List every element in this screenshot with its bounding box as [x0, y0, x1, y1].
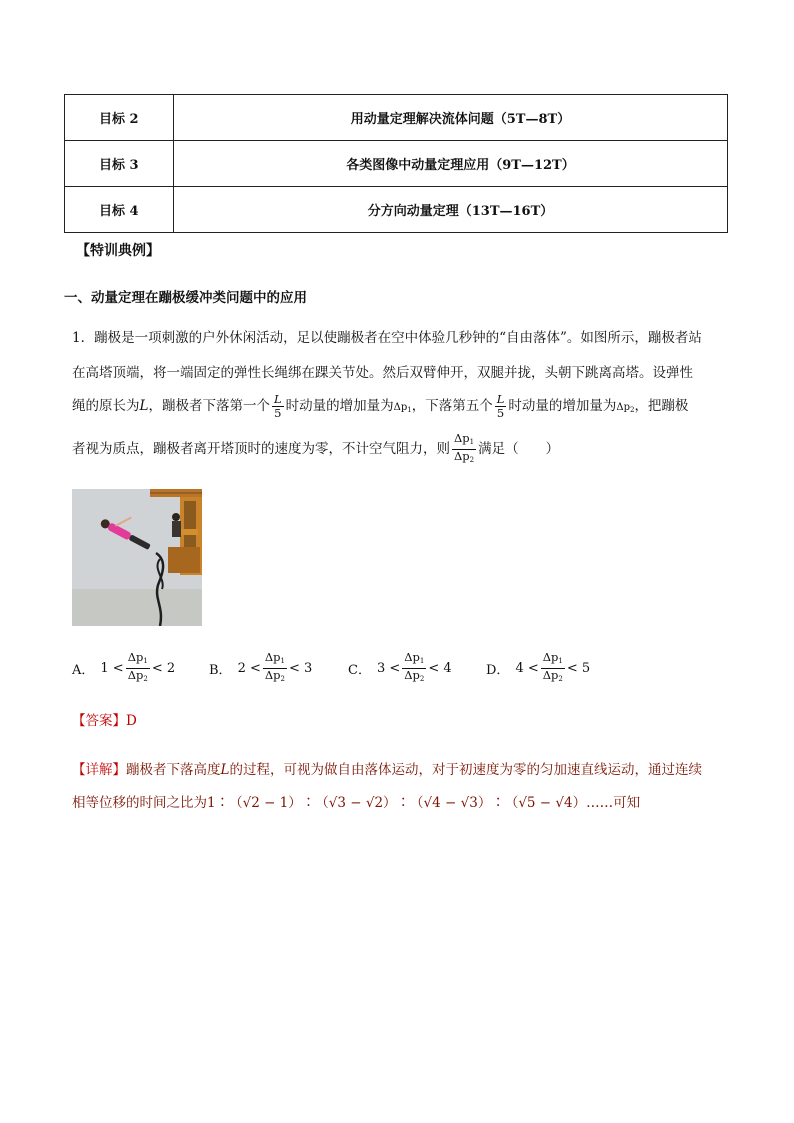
- goal-row: [65, 187, 728, 233]
- detail-text: 相等位移的时间之比为: [72, 795, 207, 811]
- text: 时动量的增加量为: [285, 398, 394, 414]
- text: 满足（ ）: [478, 441, 560, 457]
- option-high: < 5: [566, 660, 591, 676]
- fraction-L-over-5: [495, 393, 507, 420]
- detail-explanation: [72, 754, 732, 820]
- goal-row: [65, 141, 728, 187]
- fraction-numerator: $\Delta p_1$: [263, 651, 287, 669]
- fraction-numerator: L: [496, 392, 505, 406]
- detail-tag: 【详解】: [72, 762, 126, 778]
- fraction-denominator: $\Delta p_2$: [542, 667, 563, 683]
- delta-p2: $\Delta p_2$: [616, 402, 635, 414]
- delta-p-symbol: Δp: [264, 649, 281, 664]
- text: 者视为质点，蹦极者离开塔顶时的速度为零，不计空气阻力，则: [72, 441, 450, 457]
- fraction-numerator: $\Delta p_1$: [541, 651, 565, 669]
- answer-tag: 【答案】: [72, 713, 126, 729]
- delta-p-symbol: Δp: [454, 449, 470, 463]
- var-L: L: [139, 398, 149, 414]
- delta-p-symbol: Δp: [393, 402, 408, 413]
- delta-p-symbol: Δp: [616, 402, 630, 413]
- fraction-dp1-over-dp2: [402, 651, 426, 686]
- option-c[interactable]: [348, 648, 452, 688]
- fraction-numerator: $\Delta p_1$: [452, 432, 476, 450]
- delta-p-symbol: Δp: [127, 649, 144, 664]
- fraction-denominator: $\Delta p_2$: [404, 667, 425, 683]
- fraction-dp1-over-dp2: [452, 432, 476, 467]
- option-high: < 2: [151, 660, 176, 676]
- delta-p-symbol: Δp: [542, 667, 559, 682]
- option-b[interactable]: [209, 648, 312, 688]
- fraction-denominator: 5: [274, 406, 282, 420]
- goals-table: [64, 94, 728, 233]
- goal-label: 目标 2: [65, 95, 174, 141]
- detail-text: 蹦极者下落高度: [126, 762, 221, 778]
- goal-description: 各类图像中动量定理应用（9T—12T）: [174, 141, 728, 187]
- text: ，蹦极者下落第一个: [148, 398, 270, 414]
- bungee-illustration: [72, 489, 202, 626]
- fraction-denominator: $\Delta p_2$: [264, 667, 285, 683]
- text: ，下落第五个: [411, 398, 493, 414]
- fraction-denominator: $\Delta p_2$: [454, 449, 475, 464]
- option-high: < 4: [428, 660, 452, 676]
- question-line-2: 在高塔顶端，将一端固定的弹性长绳绑在踝关节处。然后双臂伸开，双腿并拢，头朝下跳离高塔。设弹性: [72, 365, 693, 381]
- delta-p-symbol: Δp: [127, 667, 144, 682]
- fraction-L-over-5: [272, 393, 284, 420]
- question-line-1: 1．蹦极是一项刺激的户外休闲活动，足以使蹦极者在空中体验几秒钟的“自由落体”。如图所示，蹦极者站: [72, 330, 702, 346]
- option-letter: D．: [486, 662, 510, 678]
- question-line-3: [72, 393, 688, 420]
- fraction-dp1-over-dp2: [541, 651, 565, 686]
- fraction-denominator: 5: [496, 406, 505, 420]
- option-letter: B．: [209, 662, 232, 678]
- text: 时动量的增加量为: [508, 398, 617, 414]
- goal-label: 目标 3: [65, 141, 174, 187]
- goal-description: 分方向动量定理（13T—16T）: [174, 187, 728, 233]
- option-high: < 3: [289, 660, 313, 676]
- section-title: 【特训典例】: [76, 243, 160, 259]
- delta-p1: $\Delta p_1$: [393, 402, 412, 414]
- option-d[interactable]: [486, 648, 590, 688]
- option-letter: C．: [348, 662, 371, 678]
- option-low: 4 <: [515, 660, 539, 676]
- fraction-denominator: $\Delta p_2$: [127, 667, 148, 683]
- delta-p-symbol: Δp: [542, 649, 559, 664]
- answer-options: [72, 648, 672, 688]
- delta-p-symbol: Δp: [264, 667, 281, 682]
- option-low: 2 <: [237, 660, 261, 676]
- goal-description: 用动量定理解决流体问题（5T—8T）: [174, 95, 728, 141]
- question-line-4: [72, 432, 559, 467]
- topic-heading: 一、动量定理在蹦极缓冲类问题中的应用: [64, 290, 307, 306]
- fraction-numerator: $\Delta p_1$: [402, 651, 426, 669]
- option-letter: A．: [72, 662, 95, 678]
- bungee-photo: [72, 489, 202, 626]
- fraction-dp1-over-dp2: [263, 651, 287, 686]
- text: ，把蹦极: [634, 398, 689, 414]
- fraction-numerator: $\Delta p_1$: [126, 651, 150, 669]
- option-a[interactable]: [72, 648, 175, 688]
- detail-text: 的过程，可视为做自由落体运动，对于初速度为零的匀加速直线运动，通过连续: [229, 762, 702, 778]
- time-ratio: 1∶（√2 − 1）∶（√3 − √2）∶（√4 − √3）∶（√5 − √4）……可知: [207, 795, 641, 811]
- answer-value: D: [126, 713, 137, 729]
- delta-p-symbol: Δp: [404, 649, 420, 664]
- text: 绳的原长为: [72, 398, 140, 414]
- fraction-numerator: L: [273, 392, 282, 406]
- delta-p-symbol: Δp: [404, 667, 420, 682]
- option-low: 1 <: [100, 660, 124, 676]
- var-L: L: [220, 762, 230, 778]
- option-low: 3 <: [376, 660, 401, 676]
- goal-label: 目标 4: [65, 187, 174, 233]
- fraction-dp1-over-dp2: [126, 651, 150, 686]
- goal-row: [65, 95, 728, 141]
- delta-p-symbol: Δp: [454, 431, 470, 445]
- answer-line: [72, 709, 137, 729]
